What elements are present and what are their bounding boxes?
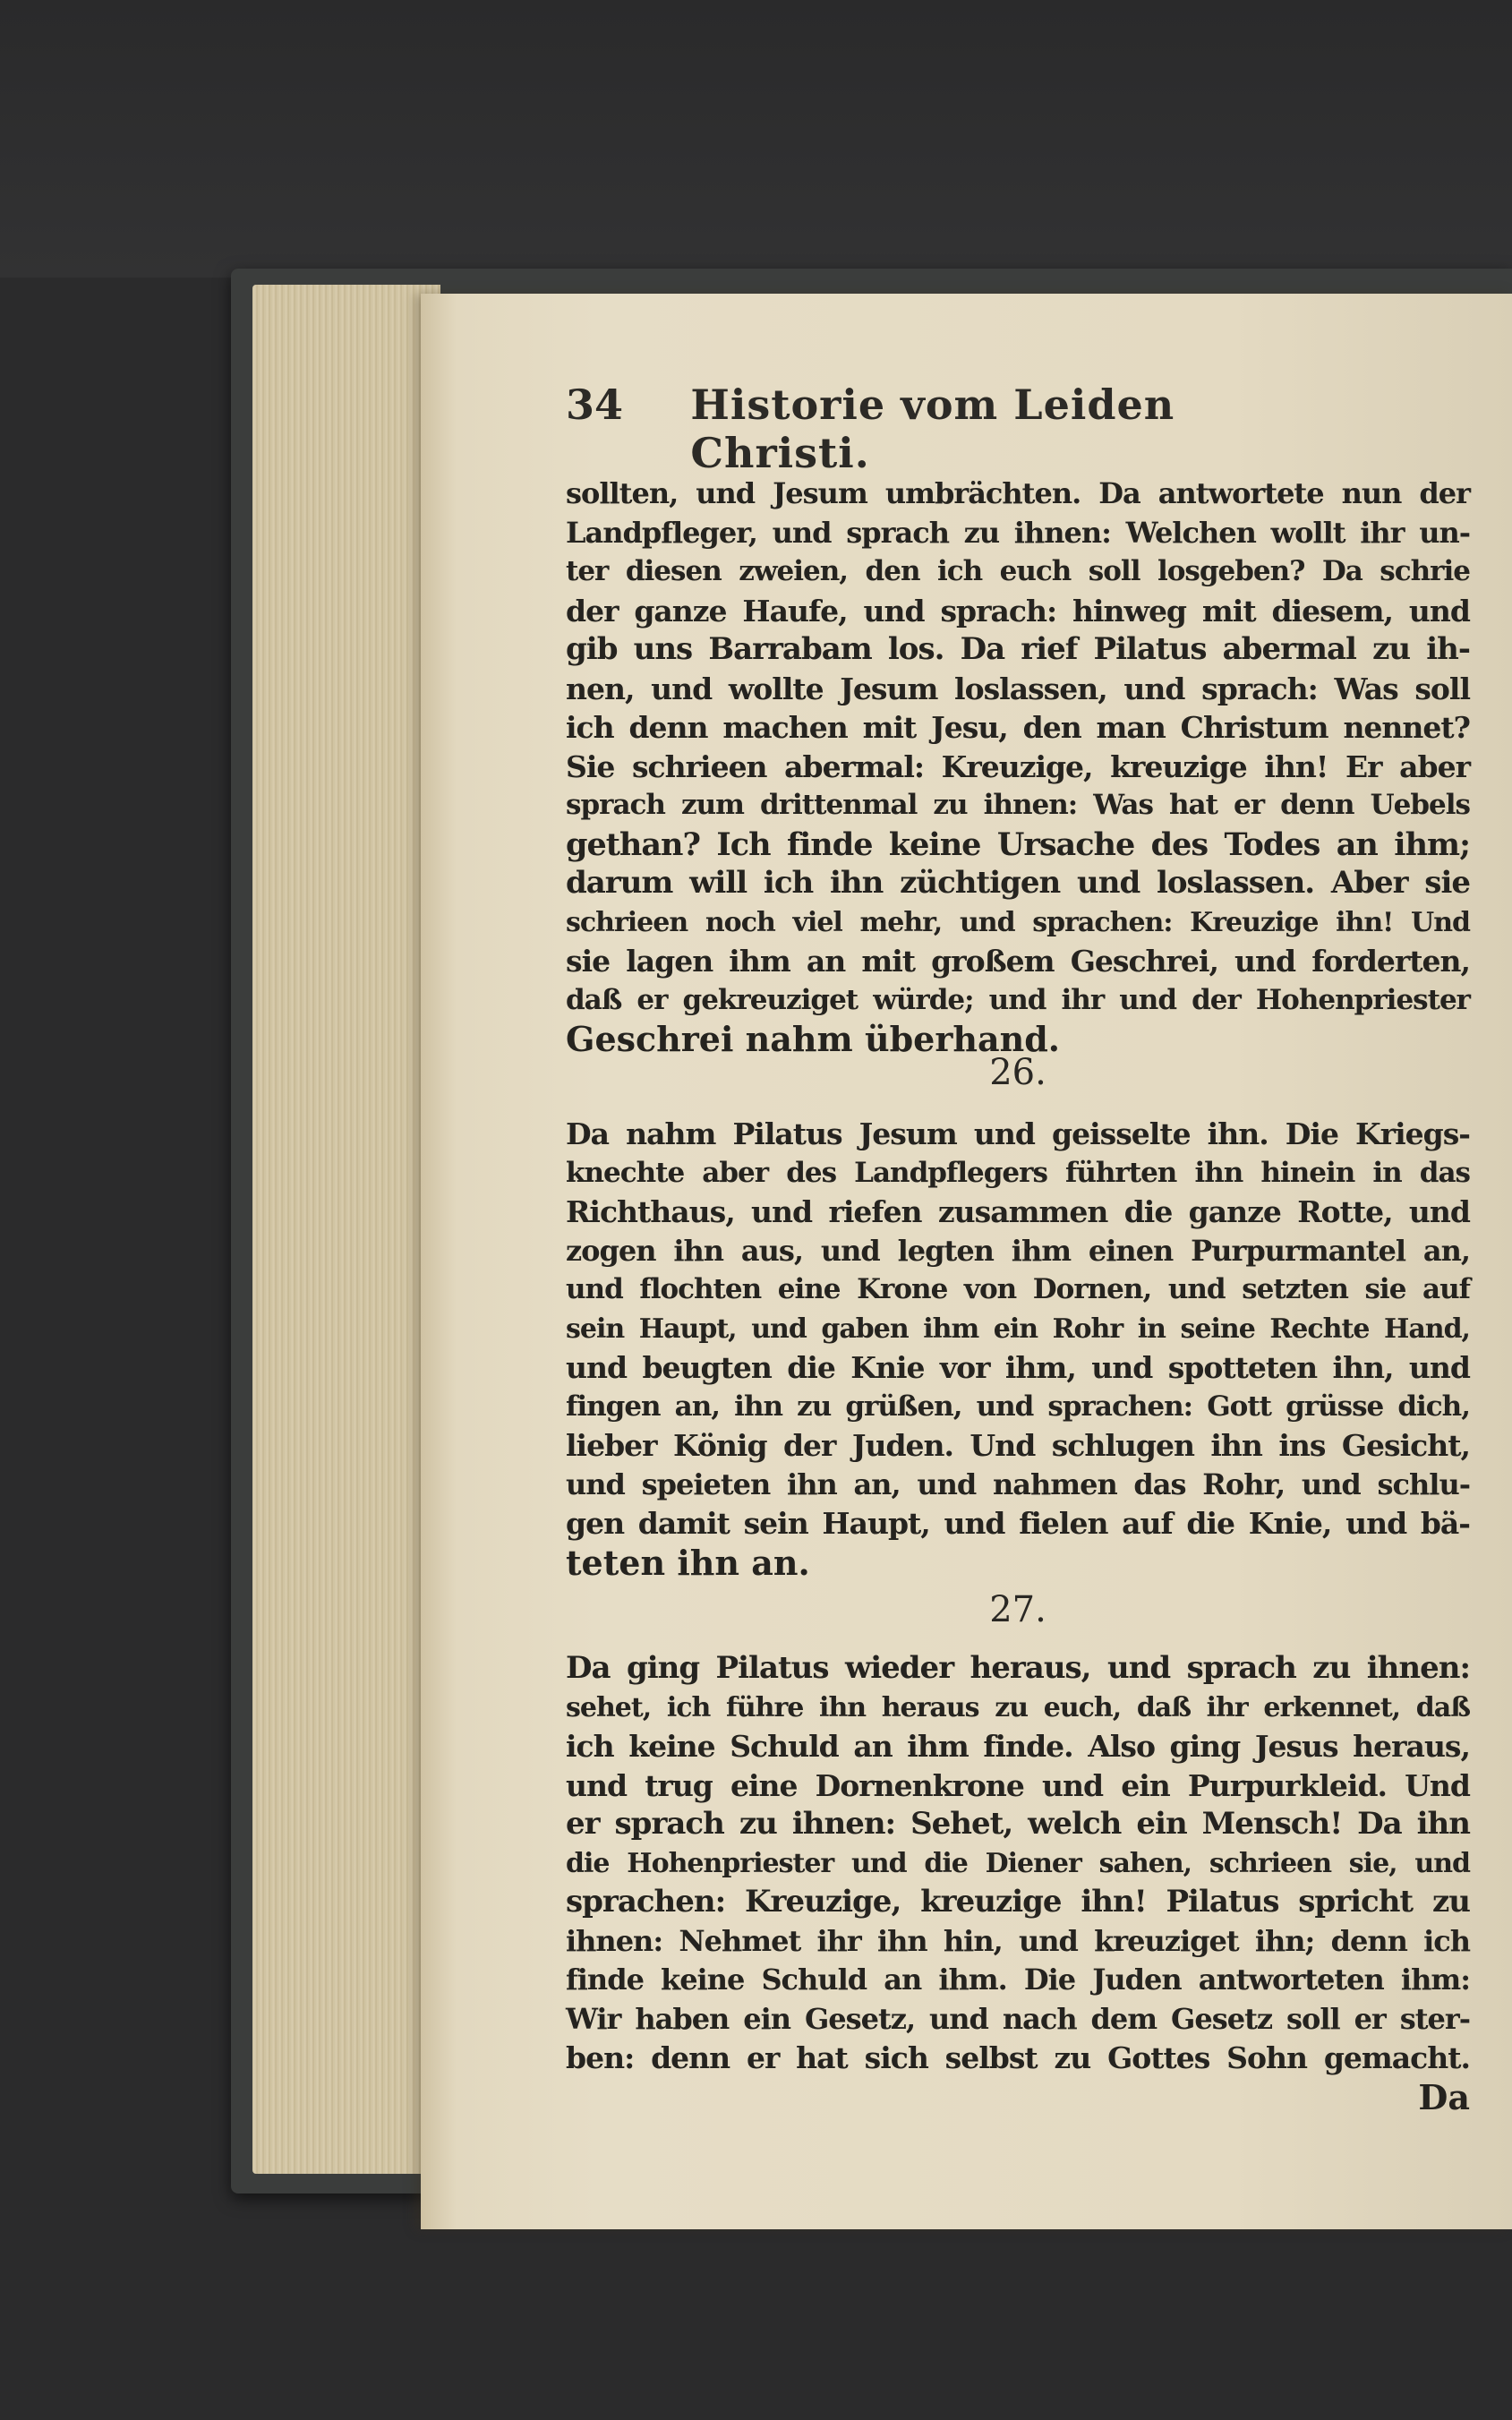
text-line: sprachen: Kreuzige, kreuzige ihn! Pilatus spricht zu [566,1884,1470,1920]
text-line: zogen ihn aus, und legten ihm einen Purpurmantel an, [566,1233,1470,1268]
paragraph-1 [566,475,1470,1059]
paragraph-2 [566,1115,1470,1582]
running-title: Historie vom Leiden Christi. [690,381,1175,477]
text-line: und beugten die Knie vor ihm, und spotteten ihn, und [566,1350,1470,1385]
text-line: ich denn machen mit Jesu, den man Christum nennet? [566,710,1470,745]
text-line: lieber König der Juden. Und schlugen ihn ins Gesicht, [566,1428,1470,1463]
text-line: sie lagen ihm an mit großem Geschrei, und forderten, [566,944,1470,979]
text-line: Landpfleger, und sprach zu ihnen: Welchen wollt ihr un- [566,515,1470,550]
text-line: der ganze Haufe, und sprach: hinweg mit diesem, und [566,593,1470,629]
text-line: sein Haupt, und gaben ihm ein Rohr in seine Rechte Hand, [566,1313,1470,1345]
text-line: daß er gekreuziget würde; und ihr und der Hohenpriester [566,983,1470,1016]
text-line: Da ging Pilatus wieder heraus, und sprach zu ihnen: [566,1650,1470,1686]
running-head [566,381,1282,477]
page-edges [252,285,440,2174]
paragraph-3 [566,1649,1470,2078]
text-line: die Hohenpriester und die Diener sahen, schrieen sie, und [566,1847,1470,1879]
text-line: darum will ich ihn züchtigen und loslassen. Aber sie [566,865,1470,901]
background-top [0,0,1512,278]
catchword-text: Da [1418,2077,1470,2117]
text-line: fingen an, ihn zu grüßen, und sprachen: Gott grüsse dich, [566,1390,1470,1423]
text-line: gen damit sein Haupt, und fielen auf die Knie, und bä- [566,1506,1470,1541]
text-line: teten ihn an. [566,1542,810,1583]
text-line: Da nahm Pilatus Jesum und geisselte ihn. Die Kriegs- [566,1116,1470,1151]
text-line: und flochten eine Krone von Dornen, und setzten sie auf [566,1273,1470,1305]
text-line: ihnen: Nehmet ihr ihn hin, und kreuziget ihn; denn ich [566,1923,1470,1958]
text-line: Wir haben ein Gesetz, und nach dem Gesetz soll er ster- [566,2001,1470,2036]
text-line: sprach zum drittenmal zu ihnen: Was hat er denn Uebels [566,789,1470,821]
text-line: nen, und wollte Jesum loslassen, und sprach: Was soll [566,671,1470,706]
text-line: ich keine Schuld an ihm finde. Also ging Jesus heraus, [566,1729,1470,1764]
text-line: und speieten ihn an, und nahmen das Rohr, und schlu- [566,1467,1470,1501]
text-line: ter diesen zweien, den ich euch soll losgeben? Da schrie [566,555,1470,587]
text-line: schrieen noch viel mehr, und sprachen: Kreuzige ihn! Und [566,906,1470,938]
text-line: Sie schrieen abermal: Kreuzige, kreuzige ihn! Er aber [566,748,1470,784]
section-number-26: 26. [989,1052,1046,1093]
catchword [1397,2078,1470,2117]
text-line: und trug eine Dornenkrone und ein Purpurkleid. Und [566,1767,1470,1803]
text-line: Geschrei nahm überhand. [566,1019,1061,1059]
page-number: 34 [566,381,624,429]
text-line: ben: denn er hat sich selbst zu Gottes Sohn gemacht. [566,2040,1470,2075]
text-line: sehet, ich führe ihn heraus zu euch, daß ihr erkennet, daß [566,1691,1470,1723]
text-line: er sprach zu ihnen: Sehet, welch ein Mensch! Da ihn [566,1806,1470,1842]
text-line: gethan? Ich finde keine Ursache des Todes an ihm; [566,825,1470,863]
section-number-27: 27. [989,1589,1046,1630]
text-line: knechte aber des Landpflegers führten ihn hinein in das [566,1156,1470,1189]
text-line: finde keine Schuld an ihm. Die Juden antworteten ihm: [566,1963,1470,1997]
text-line: Richthaus, und riefen zusammen die ganze Rotte, und [566,1194,1470,1229]
text-line: gib uns Barrabam los. Da rief Pilatus abermal zu ih- [566,631,1470,667]
text-line: sollten, und Jesum umbrächten. Da antwortete nun der [566,476,1470,510]
